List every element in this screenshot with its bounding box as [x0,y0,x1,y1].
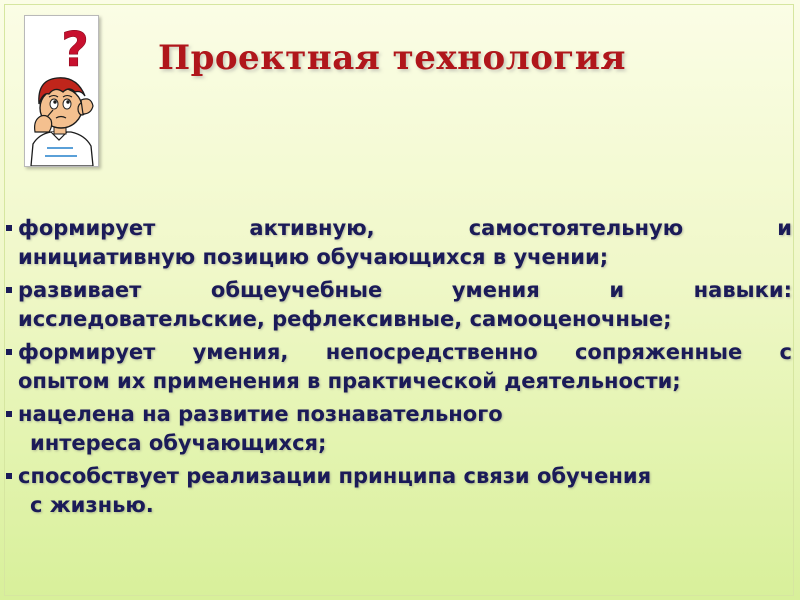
scratching-hand [81,99,93,114]
bullet-item [6,338,792,396]
square-bullet-icon [6,411,12,417]
bullet-line: формирует умения, непосредственно сопряженные с [18,340,792,364]
bullet-line: инициативную позицию обучающихся в учении; [18,245,609,269]
right-eye [63,99,71,109]
bullet-line: формирует активную, самостоятельную и [18,216,792,240]
square-bullet-icon [6,349,12,355]
square-bullet-icon [6,287,12,293]
bullet-line: интереса обучающихся; [30,431,327,455]
left-eye [50,99,58,109]
bullet-line: способствует реализации принципа связи обучения [18,464,652,488]
square-bullet-icon [6,225,12,231]
bullet-line: исследовательские, рефлексивные, самооценочные; [18,307,672,331]
bullet-item [6,400,792,458]
bullet-item [6,276,792,334]
slide-title: Проектная технология [158,38,627,78]
hand [35,116,52,133]
bullet-line: опытом их применения в практической деятельности; [18,369,681,393]
bullet-list [6,214,792,524]
square-bullet-icon [6,473,12,479]
left-pupil [53,100,56,103]
right-pupil [66,100,69,103]
question-mark-icon: ? [61,22,89,78]
bullet-line: с жизнью. [30,493,154,517]
bullet-line: развивает общеучебные умения и навыки: [18,278,792,302]
bullet-item [6,462,792,520]
thinking-boy-illustration [24,15,99,167]
bullet-item [6,214,792,272]
bullet-line: нацелена на развитие познавательного [18,402,503,426]
